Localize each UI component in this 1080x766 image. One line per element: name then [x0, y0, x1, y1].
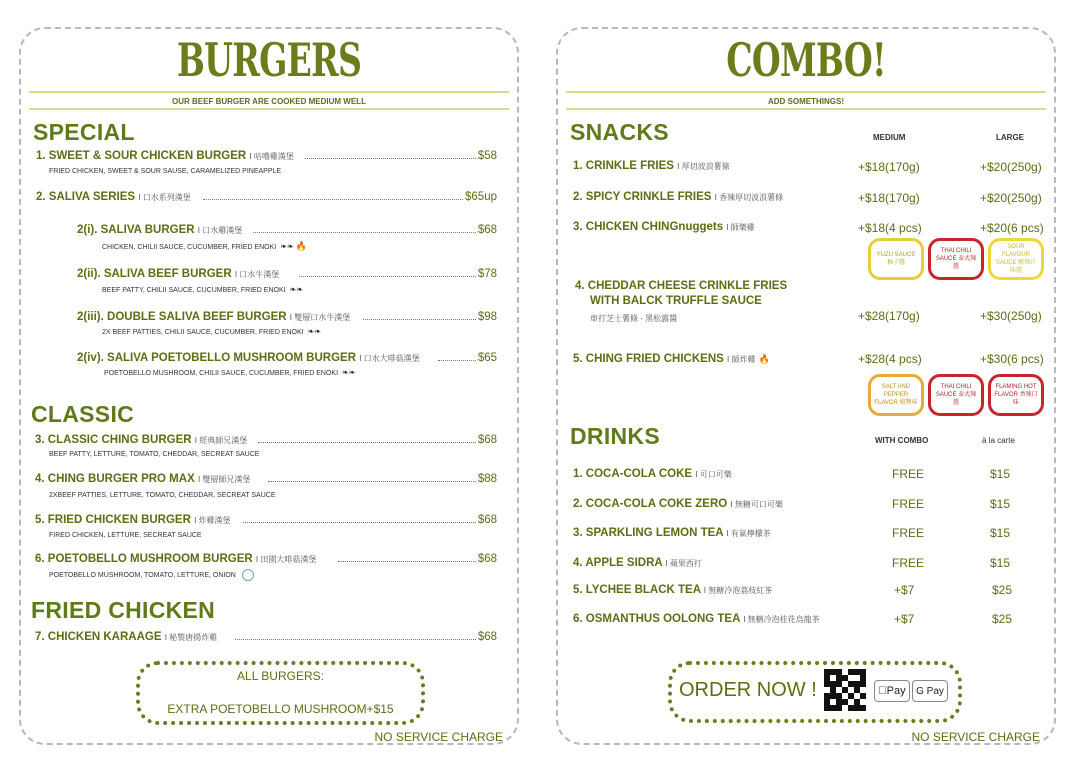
item-description: POETOBELLO MUSHROOM, TOMATO, LETTURE, ONION [49, 569, 254, 581]
column-header: LARGE [996, 133, 1024, 142]
medium-price: +$28(4 pcs) [858, 352, 922, 366]
price-row [361, 311, 497, 323]
price: $68 [477, 224, 497, 236]
sauce-badge: SALT AND PEPPER FLAVOR 椒鹽味 [868, 374, 924, 416]
sauce-badge: THAI CHILI SAUCE 泰式辣醬 [928, 374, 984, 416]
snack-item-zh: 車打芝士薯條 - 黑松露醬 [590, 314, 678, 323]
menu-item-name: 4. CHING BURGER PRO MAX I 雙層師兄漢堡 [35, 473, 251, 485]
drink-item-name: 4. APPLE SIDRA I 蘋果西打 [573, 557, 702, 569]
combo-price: FREE [892, 497, 925, 511]
footer-note: NO SERVICE CHARGE [911, 730, 1040, 744]
price: $65up [465, 191, 497, 203]
divider [29, 108, 509, 110]
panel-subtitle: ADD SOMETHINGS! [768, 97, 844, 106]
chili-icon: ❧❧ [307, 327, 321, 336]
large-price: +$30(6 pcs) [980, 352, 1044, 366]
drink-item-name: 5. LYCHEE BLACK TEA I 無糖冷泡荔枝紅茶 [573, 584, 773, 596]
item-description: POETOBELLO MUSHROOM, CHILII SAUCE, CUCUMBER, FRIED ENOKI ❧❧ [104, 368, 356, 377]
item-description: 2X BEEF PATTIES, CHILII SAUCE, CUCUMBER, FRIED ENOKI ❧❧ [102, 327, 321, 336]
alacarte-price: $15 [990, 467, 1011, 481]
price: $68 [477, 553, 497, 565]
medium-price: +$28(170g) [858, 309, 920, 323]
alacarte-price: $15 [990, 556, 1011, 570]
price: $98 [477, 311, 497, 323]
section-heading-drinks: DRINKS [570, 423, 660, 449]
section-heading-special: SPECIAL [33, 119, 135, 145]
divider [566, 91, 1046, 93]
price-row [256, 434, 497, 446]
item-description: FRIED CHICKEN, SWEET & SOUR SAUSE, CARAMELIZED PINEAPPLE [49, 168, 282, 175]
menu-item-name: 5. FRIED CHICKEN BURGER I 炸雞漢堡 [35, 514, 231, 526]
medium-price: +$18(170g) [858, 160, 920, 174]
combo-price: FREE [892, 556, 925, 570]
snack-item-name: 5. CHING FRIED CHICKENS I 師炸雞 🔥 [573, 353, 770, 365]
price-row [233, 631, 497, 643]
snack-item-name-line2: WITH BALCK TRUFFLE SAUCE [590, 295, 762, 307]
snack-item-name: 2. SPICY CRINKLE FRIES I 香辣厚切波浪薯條 [573, 191, 784, 203]
column-header: WITH COMBO [875, 436, 929, 445]
price-row [336, 553, 497, 565]
combo-price: +$7 [894, 583, 915, 597]
combo-price: +$7 [894, 612, 915, 626]
large-price: +$20(250g) [980, 191, 1042, 205]
alacarte-price: $15 [990, 526, 1011, 540]
section-heading-fried-chicken: FRIED CHICKEN [31, 597, 216, 623]
menu-item-name: 2(i). SALIVA BURGER I 口水雞漢堡 [77, 224, 243, 236]
google-pay-icon[interactable]: G Pay [912, 680, 948, 702]
flame-icon: 🔥 [758, 354, 770, 364]
alacarte-price: $25 [992, 583, 1013, 597]
divider [29, 91, 509, 93]
footer-note: NO SERVICE CHARGE [374, 730, 503, 744]
column-header: MEDIUM [873, 133, 906, 142]
panel-subtitle: OUR BEEF BURGER ARE COOKED MEDIUM WELL [172, 97, 366, 106]
order-now-label: ORDER NOW ! [679, 679, 817, 701]
vegan-badge-icon [242, 569, 254, 581]
price-row [303, 150, 497, 162]
combo-price: FREE [892, 467, 925, 481]
menu-item-name: 7. CHICKEN KARAAGE I 秘製唐揚炸雞 [35, 631, 218, 643]
chili-icon: ❧❧ [289, 285, 303, 294]
chili-icon: ❧❧ [280, 242, 294, 251]
divider [566, 108, 1046, 110]
chili-icon: ❧❧ [341, 368, 356, 377]
price: $68 [477, 514, 497, 526]
price: $58 [477, 150, 497, 162]
price: $68 [477, 434, 497, 446]
price-row [266, 473, 497, 485]
menu-item-name: 1. SWEET & SOUR CHICKEN BURGER I 咕嚕雞漢堡 [36, 150, 294, 162]
price: $68 [477, 631, 497, 643]
menu-item-name: 6. POETOBELLO MUSHROOM BURGER I 田園大啡菇漢堡 [35, 553, 317, 565]
sauce-badge: YUZU SAUCE 柚子醬 [868, 238, 924, 280]
menu-item-name: 2(iv). SALIVA POETOBELLO MUSHROOM BURGER I 口水大啡菇漢堡 [77, 352, 420, 364]
item-description: BEEF PATTY, LETTURE, TOMATO, CHEDDAR, SECREAT SAUCE [49, 451, 260, 458]
column-header: à la carte [982, 436, 1015, 445]
price-row [436, 352, 497, 364]
menu-item-name: 3. CLASSIC CHING BURGER I 經典師兄漢堡 [35, 434, 248, 446]
price-row [297, 268, 497, 280]
sauce-badge: FLAMING HOT FLAVOR 香辣口味 [988, 374, 1044, 416]
menu-item-name: 2. SALIVA SERIES I 口水系列漢堡 [36, 191, 191, 203]
price: $65 [477, 352, 497, 364]
price: $78 [477, 268, 497, 280]
large-price: +$30(250g) [980, 309, 1042, 323]
price-row [201, 191, 497, 203]
combo-menu-panel [556, 27, 1056, 745]
snack-item-name: 1. CRINKLE FRIES I 厚切波浪薯條 [573, 160, 730, 172]
qr-code-icon[interactable] [824, 669, 866, 711]
drink-item-name: 2. COCA-COLA COKE ZERO I 無糖可口可樂 [573, 498, 783, 510]
drink-item-name: 1. COCA-COLA COKE I 可口可樂 [573, 468, 732, 480]
menu-item-name: 2(iii). DOUBLE SALIVA BEEF BURGER I 雙層口水牛漢堡 [77, 311, 351, 323]
drink-item-name: 6. OSMANTHUS OOLONG TEA I 無糖冷泡桂花烏龍茶 [573, 613, 820, 625]
price: $88 [477, 473, 497, 485]
drink-item-name: 3. SPARKLING LEMON TEA I 有氣檸檬茶 [573, 527, 771, 539]
large-price: +$20(6 pcs) [980, 221, 1044, 235]
item-description: BEEF PATTY, CHILII SAUCE, CUCUMBER, FRIED ENOKI ❧❧ [102, 285, 303, 294]
item-description: FIRED CHICKEN, LETTURE, SECREAT SAUCE [49, 532, 202, 539]
alacarte-price: $25 [992, 612, 1013, 626]
sauce-badge: SOUR FLAVOUR SAUCE 酸辣汁味醬 [988, 238, 1044, 280]
flame-icon: 🔥 [295, 241, 307, 251]
section-heading-classic: CLASSIC [31, 401, 135, 427]
panel-title: COMBO! [726, 33, 886, 87]
item-description: 2XBEEF PATTIES, LETTURE, TOMATO, CHEDDAR, SECREAT SAUCE [49, 492, 276, 499]
apple-pay-icon[interactable]: Pay [874, 680, 910, 702]
large-price: +$20(250g) [980, 160, 1042, 174]
combo-price: FREE [892, 526, 925, 540]
medium-price: +$18(170g) [858, 191, 920, 205]
price-row [251, 224, 497, 236]
snack-item-name: 4. CHEDDAR CHEESE CRINKLE FRIES [575, 280, 788, 292]
item-description: CHICKEN, CHILII SAUCE, CUCUMBER, FRIED ENOKI ❧❧ 🔥 [102, 241, 307, 251]
note-line: ALL BURGERS: [237, 669, 324, 683]
alacarte-price: $15 [990, 497, 1011, 511]
medium-price: +$18(4 pcs) [858, 221, 922, 235]
panel-title: BURGERS [176, 33, 362, 87]
price-row [241, 514, 497, 526]
note-line: EXTRA POETOBELLO MUSHROOM+$15 [167, 702, 394, 716]
burgers-menu-panel [19, 27, 519, 745]
sauce-badge: THAI CHILI SAUCE 泰式辣醬 [928, 238, 984, 280]
snack-item-name: 3. CHICKEN CHINGnuggets I 師樂雞 [573, 221, 755, 233]
section-heading-snacks: SNACKS [570, 119, 669, 145]
menu-item-name: 2(ii). SALIVA BEEF BURGER I 口水牛漢堡 [77, 268, 280, 280]
